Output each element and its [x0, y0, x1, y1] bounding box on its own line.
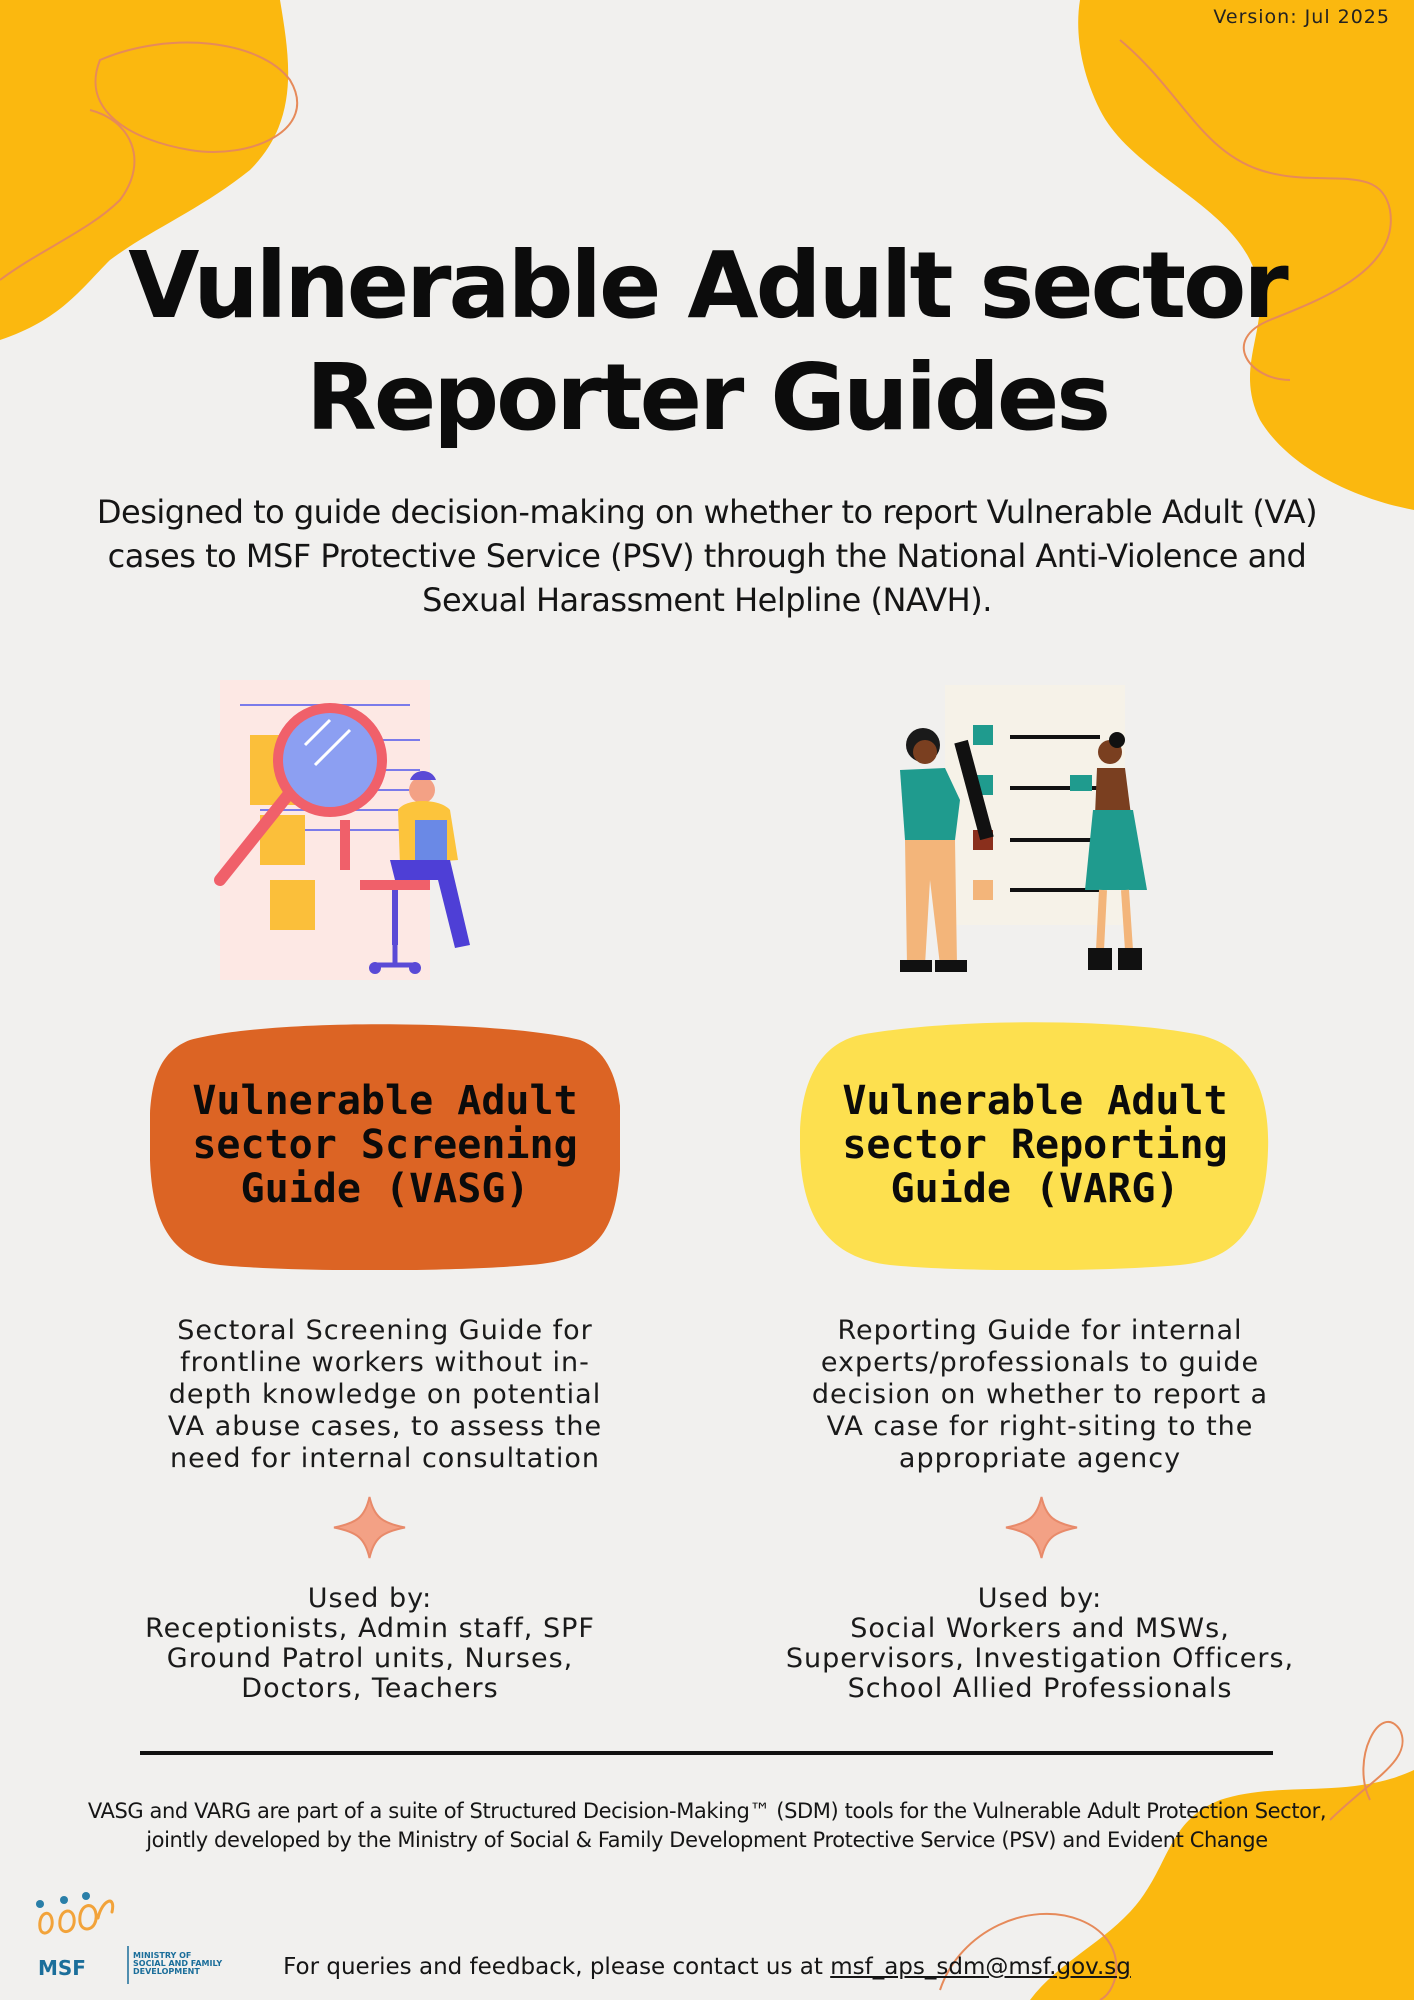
section-divider: [140, 1751, 1273, 1755]
magnifier-reviewing-document-illustration: [200, 680, 520, 990]
vasg-desc-line: frontline workers without in-: [180, 1347, 590, 1378]
sparkle-icon: [1004, 1495, 1079, 1560]
footer-note: [40, 1797, 1374, 1855]
contact-line: [200, 1954, 1214, 1980]
varg-name-line-2: sector Reporting: [842, 1122, 1228, 1168]
vasg-desc-line: Sectoral Screening Guide for: [177, 1315, 593, 1346]
vasg-desc-line: VA abuse cases, to assess the: [167, 1411, 603, 1442]
varg-used-by: [760, 1584, 1320, 1704]
vasg-name-line-3: Guide (VASG): [240, 1166, 530, 1212]
vasg-desc-line: need for internal consultation: [170, 1443, 600, 1474]
logo-line: MINISTRY OF: [133, 1951, 192, 1960]
vasg-used-by-label: Used by:: [307, 1583, 433, 1614]
vasg-name-line-1: Vulnerable Adult: [192, 1078, 578, 1124]
varg-desc-line: Reporting Guide for internal: [837, 1315, 1243, 1346]
contact-text: For queries and feedback, please contact us at: [283, 1954, 831, 1980]
varg-used-by-line: Social Workers and MSWs,: [850, 1613, 1230, 1644]
varg-name-line-1: Vulnerable Adult: [842, 1078, 1228, 1124]
title-line-2: Reporter Guides: [305, 344, 1108, 451]
version-label: Version: Jul 2025: [1213, 6, 1390, 28]
footer-note-line-2: jointly developed by the Ministry of Social & Family Development Protective Service (PSV) and Evident Change: [146, 1828, 1268, 1852]
varg-desc-line: VA case for right-siting to the: [826, 1411, 1254, 1442]
footer-note-line-1: VASG and VARG are part of a suite of Structured Decision-Making™ (SDM) tools for the Vulnerable Adult Protection Sector,: [87, 1799, 1327, 1823]
varg-name-line-3: Guide (VARG): [890, 1166, 1180, 1212]
varg-used-by-line: Supervisors, Investigation Officers,: [785, 1643, 1295, 1674]
varg-desc-line: decision on whether to report a: [811, 1379, 1269, 1410]
logo-ministry-name: [133, 1952, 222, 1976]
logo-line: SOCIAL AND FAMILY: [133, 1959, 223, 1968]
contact-email-link[interactable]: msf_aps_sdm@msf.gov.sg: [830, 1954, 1131, 1980]
subtitle-line-2: cases to MSF Protective Service (PSV) through the National Anti-Violence and: [107, 537, 1307, 575]
vasg-guide-card: [150, 1020, 620, 1270]
vasg-used-by: [90, 1584, 650, 1704]
varg-desc-line: appropriate agency: [898, 1443, 1182, 1474]
varg-guide-card: [800, 1020, 1270, 1270]
varg-description: [780, 1315, 1300, 1475]
varg-used-by-label: Used by:: [977, 1583, 1103, 1614]
logo-abbreviation: MSF: [38, 1956, 86, 1980]
vasg-description: [125, 1315, 645, 1475]
page-title: [0, 230, 1414, 454]
subtitle-line-1: Designed to guide decision-making on whether to report Vulnerable Adult (VA): [96, 493, 1318, 531]
page-subtitle: [60, 490, 1354, 622]
varg-desc-line: experts/professionals to guide: [820, 1347, 1260, 1378]
vasg-desc-line: depth knowledge on potential: [168, 1379, 602, 1410]
vasg-used-by-line: Doctors, Teachers: [241, 1673, 499, 1704]
subtitle-line-3: Sexual Harassment Helpline (NAVH).: [422, 581, 992, 619]
varg-used-by-line: School Allied Professionals: [847, 1673, 1233, 1704]
vasg-used-by-line: Ground Patrol units, Nurses,: [166, 1643, 574, 1674]
sparkle-icon: [332, 1495, 407, 1560]
vasg-used-by-line: Receptionists, Admin staff, SPF: [145, 1613, 595, 1644]
logo-line: DEVELOPMENT: [133, 1967, 200, 1976]
title-line-1: Vulnerable Adult sector: [128, 232, 1286, 339]
two-people-checklist-illustration: [885, 680, 1165, 985]
vasg-name-line-2: sector Screening: [192, 1122, 578, 1168]
